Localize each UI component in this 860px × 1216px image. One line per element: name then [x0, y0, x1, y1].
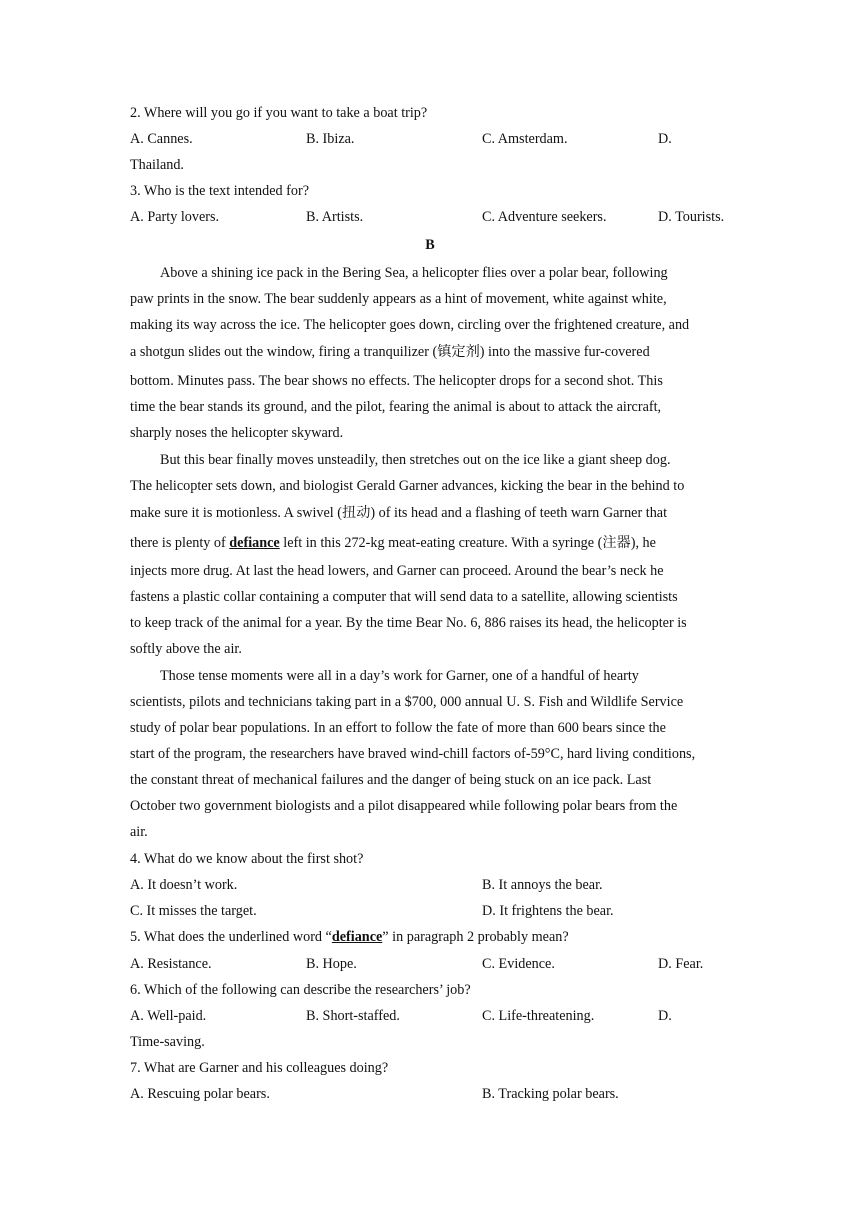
passage-line: making its way across the ice. The helicopter goes down, circling over the frightened creature, and	[130, 317, 690, 333]
passage-line: injects more drug. At last the head lowers, and Garner can proceed. Around the bear’s neck he	[130, 563, 664, 579]
q4-option-c: C. It misses the target.	[130, 903, 257, 919]
q2-option-d-continued: Thailand.	[130, 157, 184, 173]
q2-option-c: C. Amsterdam.	[482, 131, 568, 147]
q2-option-d: D.	[658, 131, 672, 147]
passage-line-with-keyword	[130, 534, 656, 552]
passage-line: time the bear stands its ground, and the pilot, fearing the animal is about to attack the aircraft,	[130, 399, 662, 415]
q4-option-b: B. It annoys the bear.	[482, 877, 603, 893]
underlined-keyword: defiance	[331, 929, 383, 945]
passage-line: The helicopter sets down, and biologist Gerald Garner advances, kicking the bear in the behind to	[130, 478, 685, 494]
q5-option-b: B. Hope.	[306, 956, 357, 972]
question-6-text: 6. Which of the following can describe the researchers’ job?	[130, 982, 471, 998]
question-7-text: 7. What are Garner and his colleagues doing?	[130, 1060, 389, 1076]
q5-option-c: C. Evidence.	[482, 956, 555, 972]
q5-option-d: D. Fear.	[658, 956, 704, 972]
question-text: ” in paragraph 2 probably mean?	[382, 929, 569, 945]
passage-line: study of polar bear populations. In an effort to follow the fate of more than 600 bears since the	[130, 720, 666, 736]
q6-option-d-continued: Time-saving.	[130, 1034, 205, 1050]
passage-line: But this bear finally moves unsteadily, then stretches out on the ice like a giant sheep dog.	[160, 452, 671, 468]
underlined-keyword: defiance	[229, 535, 280, 551]
question-5-text	[130, 928, 569, 946]
q6-option-c: C. Life-threatening.	[482, 1008, 595, 1024]
section-heading: B	[425, 237, 435, 253]
passage-line: fastens a plastic collar containing a computer that will send data to a satellite, allowing scientists	[130, 589, 678, 605]
passage-line: paw prints in the snow. The bear suddenly appears as a hint of movement, white against white,	[130, 291, 667, 307]
passage-line: start of the program, the researchers have braved wind-chill factors of-59°C, hard living conditions,	[130, 746, 696, 762]
q4-option-a: A. It doesn’t work.	[130, 877, 238, 893]
passage-line: October two government biologists and a pilot disappeared while following polar bears from the	[130, 798, 678, 814]
q5-option-a: A. Resistance.	[130, 956, 212, 972]
passage-line: the constant threat of mechanical failures and the danger of being stuck on an ice pack. Last	[130, 772, 652, 788]
q3-option-a: A. Party lovers.	[130, 209, 220, 225]
q2-option-b: B. Ibiza.	[306, 131, 355, 147]
q6-option-a: A. Well-paid.	[130, 1008, 207, 1024]
passage-line: scientists, pilots and technicians taking part in a $700, 000 annual U. S. Fish and Wildlife Service	[130, 694, 684, 710]
q7-option-b: B. Tracking polar bears.	[482, 1086, 619, 1102]
q3-option-c: C. Adventure seekers.	[482, 209, 607, 225]
passage-line: bottom. Minutes pass. The bear shows no effects. The helicopter drops for a second shot. This	[130, 373, 663, 389]
passage-line: air.	[130, 824, 148, 840]
question-text: 5. What does the underlined word “	[130, 929, 332, 945]
passage-line: a shotgun slides out the window, firing a tranquilizer (镇定剂) into the massive fur-covered	[130, 344, 650, 360]
q2-option-a: A. Cannes.	[130, 131, 193, 147]
q6-option-b: B. Short-staffed.	[306, 1008, 400, 1024]
passage-line: sharply noses the helicopter skyward.	[130, 425, 344, 441]
passage-text: there is plenty of	[130, 535, 230, 551]
q7-option-a: A. Rescuing polar bears.	[130, 1086, 270, 1102]
passage-line: softly above the air.	[130, 641, 242, 657]
q3-option-d: D. Tourists.	[658, 209, 725, 225]
passage-line: Those tense moments were all in a day’s work for Garner, one of a handful of hearty	[160, 668, 639, 684]
passage-line: make sure it is motionless. A swivel (扭动) of its head and a flashing of teeth warn Garner that	[130, 505, 668, 521]
passage-text: left in this 272-kg meat-eating creature. With a syringe (注器), he	[279, 535, 656, 551]
q3-option-b: B. Artists.	[306, 209, 364, 225]
question-3-text: 3. Who is the text intended for?	[130, 183, 310, 199]
question-2-text: 2. Where will you go if you want to take a boat trip?	[130, 105, 428, 121]
q4-option-d: D. It frightens the bear.	[482, 903, 614, 919]
question-4-text: 4. What do we know about the first shot?	[130, 851, 364, 867]
passage-line: to keep track of the animal for a year. By the time Bear No. 6, 886 raises its head, the helicopter is	[130, 615, 687, 631]
q6-option-d: D.	[658, 1008, 672, 1024]
passage-line: Above a shining ice pack in the Bering Sea, a helicopter flies over a polar bear, following	[160, 265, 668, 281]
